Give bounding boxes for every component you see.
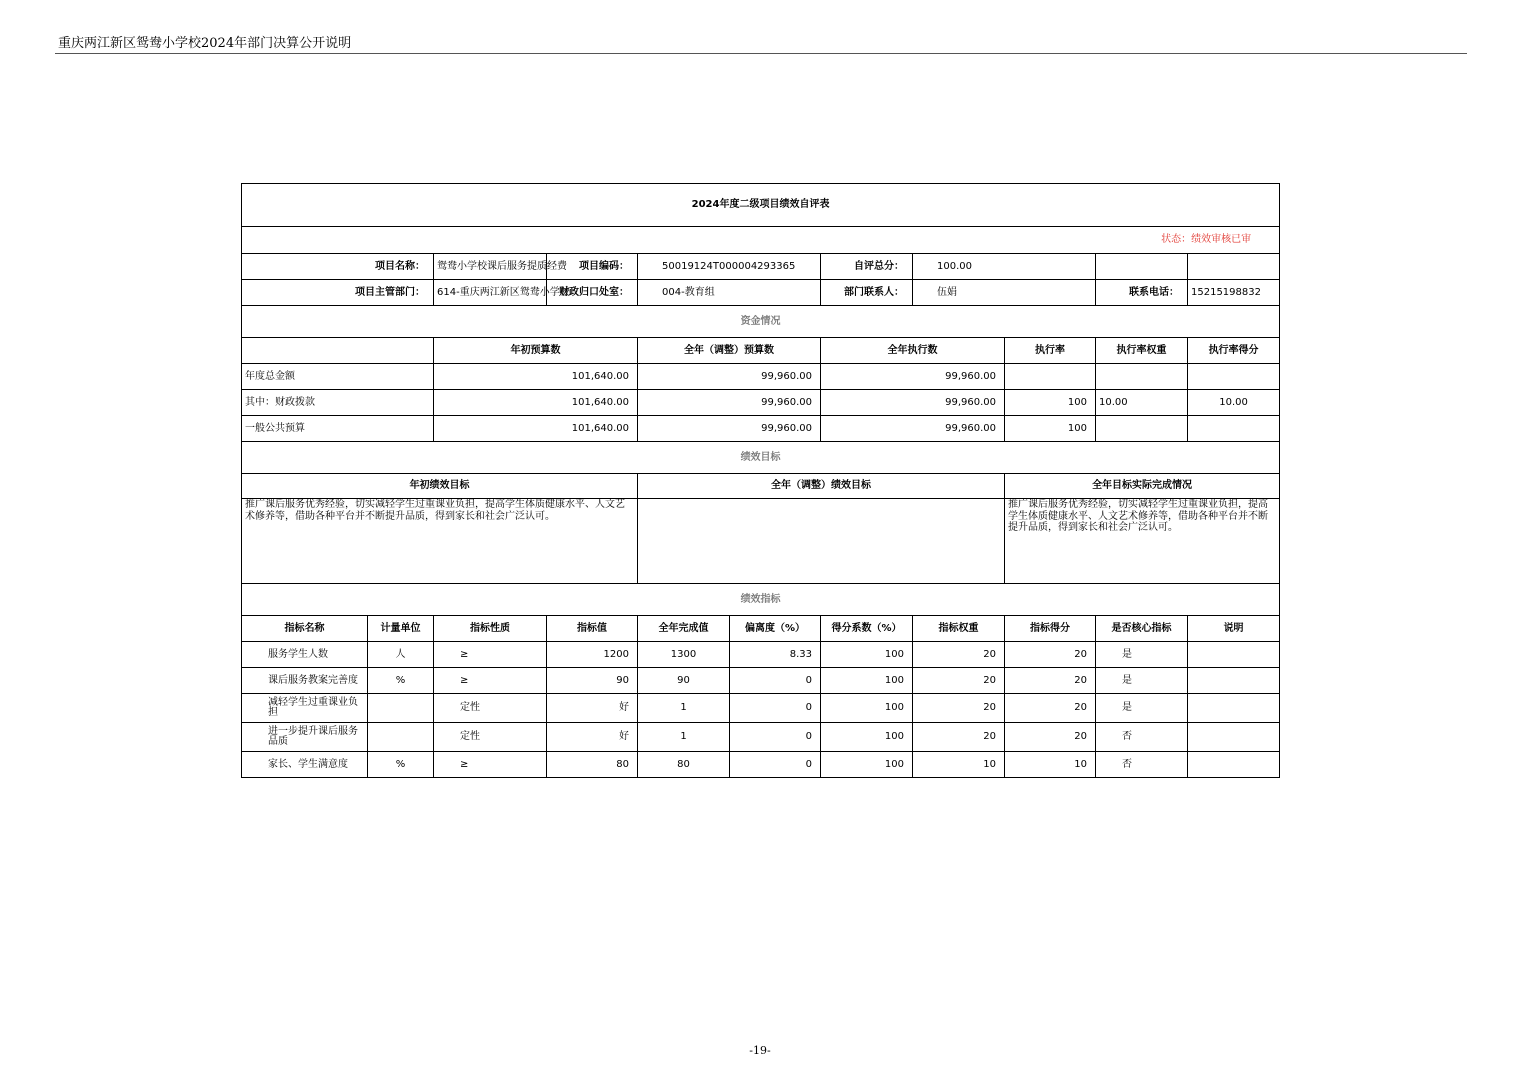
funds-header: 执行率权重: [1096, 338, 1188, 364]
indicator-header: 得分系数（%）: [821, 616, 913, 642]
indicator-actual: 1: [638, 694, 730, 723]
indicator-nature: 定性: [434, 694, 547, 723]
funds-cell: 99,960.00: [638, 416, 821, 442]
info-row: [242, 254, 1280, 280]
indicator-header: 指标权重: [913, 616, 1005, 642]
funds-row-label: 年度总金额: [242, 364, 434, 390]
table-row: [242, 694, 1280, 723]
funds-cell: 100: [1005, 416, 1096, 442]
self-score-value: 100.00: [913, 254, 1096, 280]
funds-cell: 10.00: [1096, 390, 1188, 416]
indicator-core: 否: [1096, 723, 1188, 752]
section-title-indicators: 绩效指标: [242, 584, 1280, 616]
indicator-note: [1188, 752, 1280, 778]
indicator-header: 偏离度（%）: [730, 616, 821, 642]
indicator-name: 减轻学生过重课业负担: [242, 694, 368, 723]
funds-cell: [1096, 416, 1188, 442]
indicator-actual: 80: [638, 752, 730, 778]
indicator-note: [1188, 668, 1280, 694]
indicator-score: 20: [1005, 723, 1096, 752]
adjusted-goal-text: [638, 499, 1005, 584]
page-number: -19-: [749, 1044, 771, 1057]
info-row: [242, 280, 1280, 306]
indicator-deviation: 8.33: [730, 642, 821, 668]
indicator-name: 服务学生人数: [242, 642, 368, 668]
table-row: [242, 416, 1280, 442]
indicator-note: [1188, 723, 1280, 752]
table-row: [242, 668, 1280, 694]
goals-header: 年初绩效目标: [242, 474, 638, 499]
indicator-actual: 90: [638, 668, 730, 694]
indicator-nature: ≥: [434, 668, 547, 694]
indicator-deviation: 0: [730, 694, 821, 723]
goals-row: [242, 499, 1280, 584]
initial-goal-text: 推广课后服务优秀经验，切实减轻学生过重课业负担，提高学生体质健康水平、人文艺术修养等，借助各种平台并不断提升品质，得到家长和社会广泛认可。: [242, 499, 638, 584]
indicator-weight: 20: [913, 668, 1005, 694]
indicator-name: 课后服务教案完善度: [242, 668, 368, 694]
section-title-goals: 绩效目标: [242, 442, 1280, 474]
goals-header: 全年（调整）绩效目标: [638, 474, 1005, 499]
funds-row-label: 其中：财政拨款: [242, 390, 434, 416]
indicator-coefficient: 100: [821, 752, 913, 778]
funds-cell: 101,640.00: [434, 416, 638, 442]
funds-cell: 10.00: [1188, 390, 1280, 416]
funds-header: [242, 338, 434, 364]
goals-header: 全年目标实际完成情况: [1005, 474, 1280, 499]
indicator-note: [1188, 642, 1280, 668]
indicator-target: 1200: [547, 642, 638, 668]
indicator-core: 否: [1096, 752, 1188, 778]
finance-office-label: 财政归口处室：: [547, 280, 638, 306]
indicator-target: 80: [547, 752, 638, 778]
indicator-core: 是: [1096, 642, 1188, 668]
contact-value: 伍娟: [913, 280, 1096, 306]
indicator-unit: [368, 694, 434, 723]
performance-self-evaluation-table: [241, 183, 1280, 778]
indicator-target: 好: [547, 723, 638, 752]
section-title-funds: 资金情况: [242, 306, 1280, 338]
indicator-nature: ≥: [434, 642, 547, 668]
indicator-nature: ≥: [434, 752, 547, 778]
status-badge: 状态：绩效审核已审: [242, 227, 1280, 254]
form-title: 2024年度二级项目绩效自评表: [242, 184, 1280, 227]
project-code-value: 50019124T000004293365: [638, 254, 821, 280]
phone-label: 联系电话：: [1096, 280, 1188, 306]
department-value: 614-重庆两江新区鸳鸯小学校: [434, 280, 547, 306]
funds-cell: [1096, 364, 1188, 390]
funds-cell: 99,960.00: [638, 390, 821, 416]
project-name-value: 鸳鸯小学校课后服务提质经费: [434, 254, 547, 280]
funds-cell: 101,640.00: [434, 390, 638, 416]
indicator-core: 是: [1096, 668, 1188, 694]
project-name-label: 项目名称：: [242, 254, 434, 280]
indicator-header: 指标值: [547, 616, 638, 642]
indicator-unit: [368, 723, 434, 752]
self-score-label: 自评总分：: [821, 254, 913, 280]
indicator-weight: 20: [913, 723, 1005, 752]
indicator-unit: 人: [368, 642, 434, 668]
indicator-header: 全年完成值: [638, 616, 730, 642]
funds-cell: 99,960.00: [821, 364, 1005, 390]
indicator-note: [1188, 694, 1280, 723]
indicator-deviation: 0: [730, 752, 821, 778]
actual-completion-text: 推广课后服务优秀经验，切实减轻学生过重课业负担，提高学生体质健康水平、人文艺术修养等，借助各种平台并不断提升品质，得到家长和社会广泛认可。: [1005, 499, 1280, 584]
indicator-coefficient: 100: [821, 668, 913, 694]
contact-label: 部门联系人：: [821, 280, 913, 306]
funds-cell: [1188, 364, 1280, 390]
indicator-weight: 20: [913, 642, 1005, 668]
header-divider: [55, 53, 1467, 54]
indicator-coefficient: 100: [821, 694, 913, 723]
funds-cell: 99,960.00: [821, 390, 1005, 416]
indicator-header: 说明: [1188, 616, 1280, 642]
table-row: [242, 723, 1280, 752]
indicator-actual: 1: [638, 723, 730, 752]
indicator-name: 家长、学生满意度: [242, 752, 368, 778]
table-row: [242, 390, 1280, 416]
indicator-target: 90: [547, 668, 638, 694]
finance-office-value: 004-教育组: [638, 280, 821, 306]
project-code-label: 项目编码：: [547, 254, 638, 280]
funds-header: 全年执行数: [821, 338, 1005, 364]
funds-header: 年初预算数: [434, 338, 638, 364]
page-header: 重庆两江新区鸳鸯小学校2024年部门决算公开说明: [58, 36, 352, 51]
indicator-actual: 1300: [638, 642, 730, 668]
indicator-header: 指标名称: [242, 616, 368, 642]
indicator-score: 20: [1005, 668, 1096, 694]
funds-header-row: [242, 338, 1280, 364]
indicator-header: 计量单位: [368, 616, 434, 642]
indicator-target: 好: [547, 694, 638, 723]
indicator-coefficient: 100: [821, 642, 913, 668]
indicator-coefficient: 100: [821, 723, 913, 752]
indicator-header: 指标性质: [434, 616, 547, 642]
funds-cell: [1005, 364, 1096, 390]
table-row: [242, 364, 1280, 390]
table-row: [242, 752, 1280, 778]
phone-value: 15215198832: [1188, 280, 1280, 306]
funds-header: 执行率得分: [1188, 338, 1280, 364]
department-label: 项目主管部门：: [242, 280, 434, 306]
funds-cell: 100: [1005, 390, 1096, 416]
indicator-unit: %: [368, 668, 434, 694]
goals-header-row: [242, 474, 1280, 499]
indicator-deviation: 0: [730, 723, 821, 752]
funds-header: 全年（调整）预算数: [638, 338, 821, 364]
indicator-score: 20: [1005, 642, 1096, 668]
indicator-score: 20: [1005, 694, 1096, 723]
table-row: [242, 642, 1280, 668]
funds-cell: 99,960.00: [638, 364, 821, 390]
funds-cell: [1188, 416, 1280, 442]
indicators-header-row: [242, 616, 1280, 642]
funds-header: 执行率: [1005, 338, 1096, 364]
indicator-score: 10: [1005, 752, 1096, 778]
funds-cell: 101,640.00: [434, 364, 638, 390]
indicator-nature: 定性: [434, 723, 547, 752]
funds-row-label: 一般公共预算: [242, 416, 434, 442]
indicator-header: 是否核心指标: [1096, 616, 1188, 642]
indicator-core: 是: [1096, 694, 1188, 723]
indicator-name: 进一步提升课后服务品质: [242, 723, 368, 752]
indicator-weight: 10: [913, 752, 1005, 778]
indicator-weight: 20: [913, 694, 1005, 723]
indicator-unit: %: [368, 752, 434, 778]
funds-cell: 99,960.00: [821, 416, 1005, 442]
indicator-deviation: 0: [730, 668, 821, 694]
indicator-header: 指标得分: [1005, 616, 1096, 642]
